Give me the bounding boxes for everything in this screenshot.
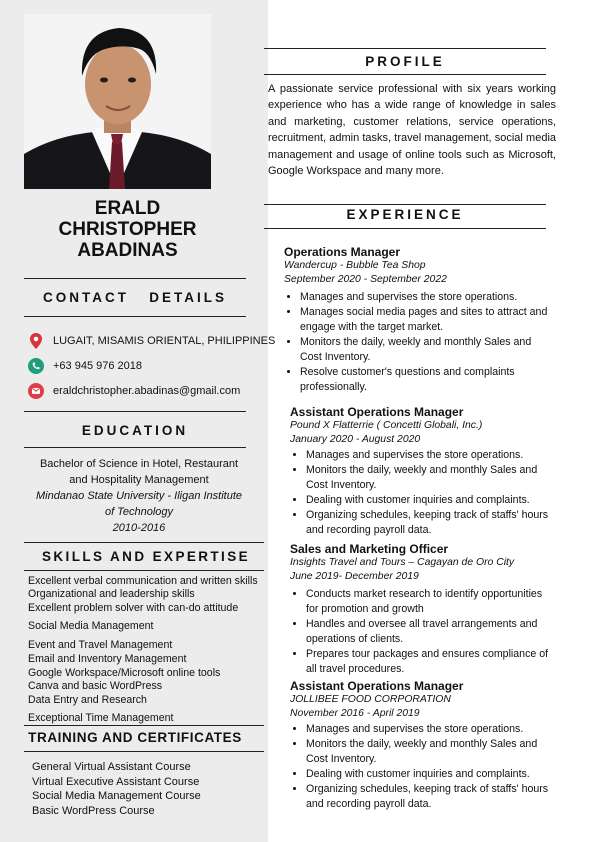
job-title: Operations Manager bbox=[284, 245, 401, 259]
job-bullets bbox=[290, 448, 554, 538]
contact-email bbox=[28, 383, 240, 399]
job-bullet: • Monitors the daily, weekly and monthly Sales and Cost Inventory. bbox=[306, 463, 554, 493]
skills-heading: SKILLS AND EXPERTISE bbox=[41, 549, 251, 564]
job-dates: January 2020 - August 2020 bbox=[290, 434, 421, 445]
experience-heading: EXPERIENCE bbox=[346, 207, 464, 222]
job-company: Pound X Flatterrie ( Concetti Globali, Inc.) bbox=[290, 420, 483, 431]
profile-photo bbox=[24, 14, 211, 189]
training-item: Social Media Management Course bbox=[32, 790, 201, 802]
job-bullet: • Prepares tour packages and ensures compliance of all travel procedures. bbox=[306, 647, 554, 677]
training-heading: TRAINING AND CERTIFICATES bbox=[28, 730, 242, 745]
email-text[interactable]: eraldchristopher.abadinas@gmail.com bbox=[53, 385, 241, 397]
divider bbox=[24, 278, 246, 279]
job-bullets bbox=[290, 722, 554, 812]
school-line: of Technology bbox=[104, 506, 174, 518]
job-company: Wandercup - Bubble Tea Shop bbox=[284, 260, 426, 271]
skill-item: Organizational and leadership skills bbox=[28, 588, 195, 600]
skills-list bbox=[28, 575, 258, 726]
job-dates: June 2019- December 2019 bbox=[290, 571, 419, 582]
job-dates: November 2016 - April 2019 bbox=[290, 708, 420, 719]
job-bullet: • Organizing schedules, keeping track of staffs' hours and recording payroll data. bbox=[306, 782, 554, 812]
job-bullet: • Organizing schedules, keeping track of staffs' hours and recording payroll data. bbox=[306, 508, 554, 538]
divider bbox=[24, 725, 264, 726]
full-name bbox=[24, 198, 231, 261]
divider bbox=[264, 228, 546, 229]
training-item: General Virtual Assistant Course bbox=[32, 761, 191, 773]
contact-address bbox=[28, 333, 275, 349]
job-bullet: • Manages social media pages and sites to attract and engage with the target market. bbox=[300, 305, 554, 335]
degree-line: and Hospitality Management bbox=[69, 474, 209, 486]
divider bbox=[24, 751, 264, 752]
job-title: Sales and Marketing Officer bbox=[290, 542, 449, 556]
skill-item: Excellent verbal communication and written skills bbox=[28, 575, 258, 587]
degree-line: Bachelor of Science in Hotel, Restaurant bbox=[39, 458, 239, 470]
skill-item: Social Media Management bbox=[28, 620, 154, 632]
school-line: Mindanao State University - Iligan Institute bbox=[35, 490, 243, 502]
divider bbox=[24, 447, 246, 448]
education-heading: EDUCATION bbox=[81, 423, 189, 438]
phone-icon bbox=[28, 358, 44, 374]
skill-item: Data Entry and Research bbox=[28, 694, 147, 706]
location-pin-icon bbox=[28, 333, 44, 349]
job-bullet: • Monitors the daily, weekly and monthly Sales and Cost Inventory. bbox=[306, 737, 554, 767]
divider bbox=[264, 204, 546, 205]
job-entry bbox=[290, 542, 554, 677]
job-entry bbox=[290, 679, 554, 812]
divider bbox=[264, 74, 546, 75]
contact-heading: CONTACT DETAILS bbox=[43, 290, 227, 305]
address-text: LUGAIT, MISAMIS ORIENTAL, PHILIPPINES bbox=[53, 335, 276, 347]
job-title: Assistant Operations Manager bbox=[290, 679, 464, 693]
job-bullets bbox=[284, 290, 554, 395]
divider bbox=[24, 316, 246, 317]
skill-item: Event and Travel Management bbox=[28, 639, 173, 651]
skill-item: Google Workspace/Microsoft online tools bbox=[28, 667, 221, 679]
training-list bbox=[32, 760, 201, 818]
training-item: Basic WordPress Course bbox=[32, 804, 155, 817]
profile-heading: PROFILE bbox=[365, 54, 445, 69]
job-entry bbox=[290, 405, 554, 538]
name-line: ABADINAS bbox=[77, 240, 178, 261]
job-bullets bbox=[290, 587, 554, 677]
job-company: JOLLIBEE FOOD CORPORATION bbox=[290, 694, 451, 705]
job-bullet: • Dealing with customer inquiries and complaints. bbox=[306, 493, 554, 508]
job-bullet: • Manages and supervises the store operations. bbox=[306, 722, 554, 737]
skill-item: Exceptional Time Management bbox=[28, 712, 174, 724]
skill-item: Excellent problem solver with can-do attitude bbox=[28, 602, 239, 614]
contact-phone bbox=[28, 358, 142, 374]
skill-item: Canva and basic WordPress bbox=[28, 680, 163, 692]
job-bullet: • Handles and oversee all travel arrangements and operations of clients. bbox=[306, 617, 554, 647]
job-dates: September 2020 - September 2022 bbox=[284, 274, 447, 285]
job-bullet: • Resolve customer's questions and complaints professionally. bbox=[300, 365, 554, 395]
divider bbox=[264, 48, 546, 49]
education-years: 2010-2016 bbox=[112, 522, 166, 534]
job-bullet: • Manages and supervises the store operations. bbox=[300, 290, 554, 305]
job-bullet: • Dealing with customer inquiries and complaints. bbox=[306, 767, 554, 782]
name-line: CHRISTOPHER bbox=[58, 219, 197, 240]
divider bbox=[24, 542, 264, 543]
name-line: ERALD bbox=[94, 198, 161, 219]
phone-text: +63 945 976 2018 bbox=[53, 360, 143, 372]
job-company: Insights Travel and Tours – Cagayan de Oro City bbox=[290, 557, 515, 568]
training-item: Virtual Executive Assistant Course bbox=[32, 775, 200, 788]
job-bullet: • Monitors the daily, weekly and monthly Sales and Cost Inventory. bbox=[300, 335, 554, 365]
job-title: Assistant Operations Manager bbox=[290, 405, 464, 419]
job-bullet: • Conducts market research to identify opportunities for promotion and growth bbox=[306, 587, 554, 617]
divider bbox=[24, 411, 246, 412]
job-entry bbox=[284, 245, 554, 395]
skill-item: Email and Inventory Management bbox=[28, 653, 187, 665]
divider bbox=[24, 570, 264, 571]
education-entry bbox=[28, 456, 250, 536]
job-bullet: • Manages and supervises the store operations. bbox=[306, 448, 554, 463]
profile-summary: A passionate service professional with six years working experience who has a wide range of knowledge in sales and marketing, customer relations, service operations, recruitment, admin tasks, travel management, social media management and usage of online tools such as Microsoft, Google Workspace and many more. bbox=[268, 83, 556, 178]
email-icon bbox=[28, 383, 44, 399]
